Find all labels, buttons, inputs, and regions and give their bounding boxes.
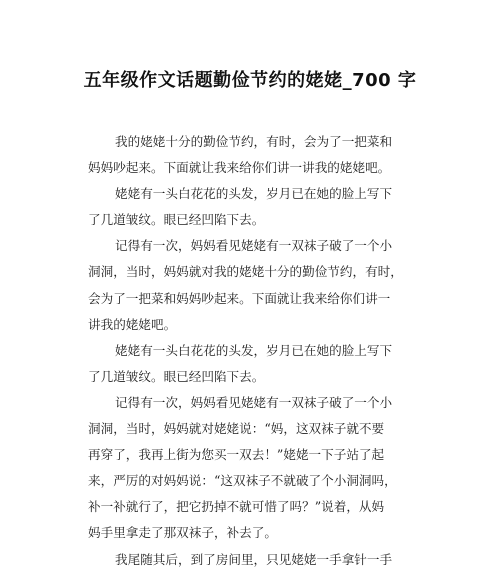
- document-body: [88, 129, 418, 573]
- text-line: 来，严厉的对妈妈说：“这双袜子不就破了个小洞洞吗，: [88, 473, 397, 489]
- text-line: 姥姥有一头白花花的头发，岁月已在她的脸上写下: [115, 186, 393, 202]
- text-line: 记得有一次，妈妈看见姥姥有一双袜子破了一个小: [115, 394, 393, 410]
- text-line: 补一补就行了，把它扔掉不就可惜了吗？”说着，从妈: [88, 499, 385, 515]
- text-line: 妈妈吵起来。下面就让我来给你们讲一讲我的姥姥吧。: [88, 160, 391, 176]
- text-line: 姥姥有一头白花花的头发，岁月已在她的脸上写下: [115, 342, 393, 358]
- text-line: 会为了一把菜和妈妈吵起来。下面就让我来给你们讲一: [88, 290, 391, 306]
- text-line: 讲我的姥姥吧。: [88, 316, 177, 332]
- text-line: 记得有一次，妈妈看见姥姥有一双袜子破了一个小: [115, 238, 393, 254]
- text-line: 洞洞，当时，妈妈就对姥姥说：“妈，这双袜子就不要: [88, 421, 385, 437]
- text-line: 了几道皱纹。眼已经凹陷下去。: [88, 368, 265, 384]
- document-title: 五年级作文话题勤俭节约的姥姥_700 字: [83, 70, 417, 91]
- text-line: 我尾随其后，到了房间里，只见姥姥一手拿针一手: [115, 551, 393, 567]
- text-line: 洞洞，当时，妈妈就对我的姥姥十分的勤俭节约，有时，: [88, 264, 403, 280]
- text-line: 妈手里拿走了那双袜子，补去了。: [88, 525, 277, 541]
- text-line: 了几道皱纹。眼已经凹陷下去。: [88, 212, 265, 228]
- text-line: 我的姥姥十分的勤俭节约，有时，会为了一把菜和: [115, 134, 393, 149]
- text-line: 再穿了，我再上街为您买一双去！”姥姥一下子站了起: [88, 447, 385, 463]
